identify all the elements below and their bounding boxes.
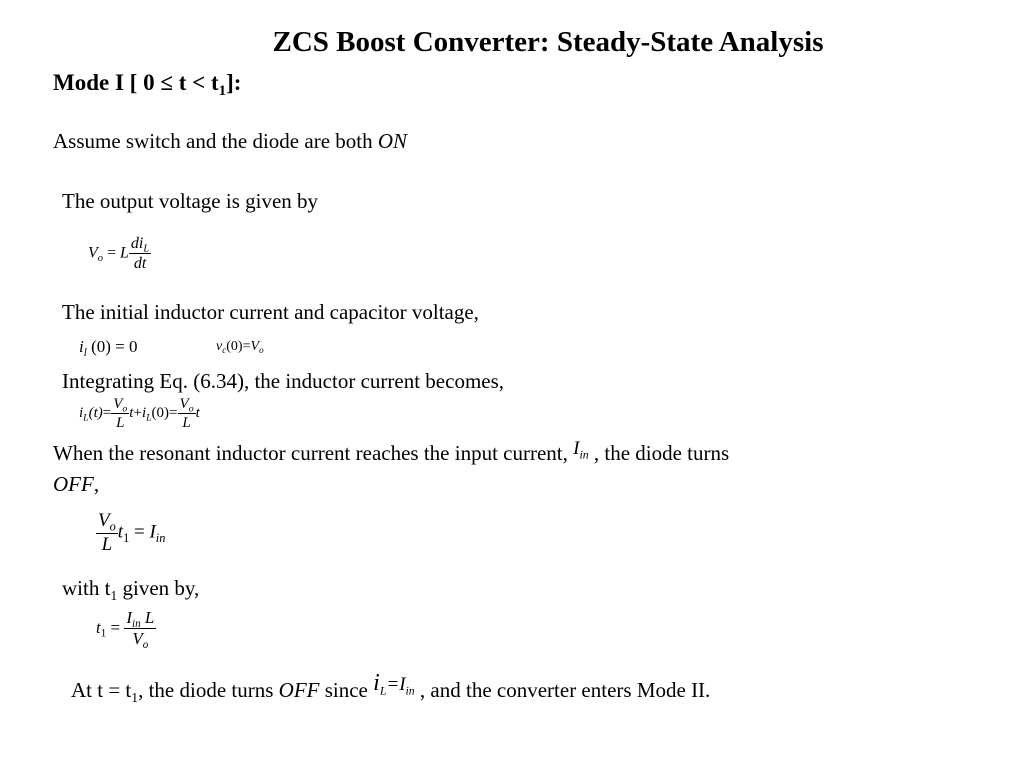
eq5-numerator — [124, 608, 156, 629]
final-sym-i: i — [373, 670, 380, 696]
final-off: OFF — [278, 678, 320, 702]
eq1-equals: = — [106, 244, 117, 262]
eq2b-equals: = — [242, 339, 251, 354]
eq2a-value: 0 — [128, 337, 138, 356]
eq3-mid-arg: (0) — [151, 404, 170, 421]
eq2a-equals: = — [115, 337, 125, 356]
eq3-equals-1: = — [102, 404, 112, 421]
assumption-body: Assume switch and the diode are both — [53, 129, 378, 153]
final-sym-i-sub: L — [379, 684, 387, 698]
resonant-off: OFF — [53, 472, 94, 496]
resonant-symbol — [573, 438, 589, 462]
with-text-sub: 1 — [110, 587, 118, 603]
eq1-lhs: V — [88, 244, 98, 262]
final-text — [71, 670, 711, 705]
eq3-fraction-1 — [111, 395, 129, 432]
eq3-lhs: i — [79, 404, 84, 421]
eq2a-var: i — [79, 337, 84, 356]
eq3-num1-sub: o — [122, 403, 128, 415]
eq2b-rhs-sub: o — [259, 345, 264, 356]
eq3-den1: L — [116, 415, 125, 431]
with-t1-text — [62, 576, 199, 601]
eq3-t1: t — [129, 404, 134, 421]
eq3-lhs-arg: (t) — [88, 404, 103, 421]
eq3-equals-2: = — [169, 404, 178, 421]
eq4-t: t — [117, 521, 124, 543]
eq5-lhs-sub: 1 — [100, 627, 107, 640]
mode-heading — [53, 70, 242, 100]
eq3-num1: V — [113, 396, 123, 412]
resonant-text-line2 — [53, 472, 99, 497]
assumption-text — [53, 129, 407, 154]
final-sym-I-sub: in — [405, 684, 415, 698]
eq1-num: di — [130, 235, 144, 252]
final-p2: , the diode turns — [138, 678, 279, 702]
eq4-t-sub: 1 — [123, 530, 130, 545]
eq5-denominator — [124, 629, 156, 652]
eq3-t2: t — [195, 404, 200, 421]
eq3-fraction-2 — [178, 395, 196, 432]
page-title: ZCS Boost Converter: Steady-State Analysis — [272, 26, 824, 58]
final-p4: , and the converter enters Mode II. — [419, 678, 711, 702]
eq4-equals: = — [133, 521, 145, 543]
eq5-num-b: L — [144, 608, 155, 627]
resonant-symbol-sub: in — [579, 448, 589, 462]
eq1-numerator — [129, 234, 151, 254]
eq2a-arg: (0) — [91, 337, 111, 356]
with-text-before: with t — [62, 576, 111, 600]
final-p1: At t = t — [71, 678, 132, 702]
mode-heading-prefix: Mode I [ 0 ≤ t < t — [53, 70, 219, 95]
equation-initial-voltage — [216, 339, 264, 355]
equation-t1-value — [96, 608, 156, 650]
eq5-lhs: t — [96, 617, 101, 637]
eq1-lhs-sub: o — [97, 252, 103, 264]
integrating-text: Integrating Eq. (6.34), the inductor current becomes, — [62, 369, 505, 393]
output-voltage-text: The output voltage is given by — [62, 189, 319, 213]
eq5-den-sub: o — [142, 639, 149, 652]
equation-output-voltage — [88, 234, 151, 273]
final-sym-eq: = — [386, 674, 400, 695]
equation-initial-current — [79, 337, 137, 357]
eq4-fraction — [96, 510, 118, 557]
resonant-symbol-main: I — [573, 438, 580, 459]
mode-heading-suffix: ]: — [226, 70, 242, 95]
eq2a-sub: l — [83, 346, 87, 359]
eq3-num2-sub: o — [188, 403, 194, 415]
final-condition-symbol — [373, 670, 415, 698]
eq1-fraction — [129, 234, 151, 273]
eq1-coef: L — [120, 244, 129, 262]
eq2b-rhs: V — [250, 339, 260, 354]
eq5-num-a-sub: in — [132, 617, 141, 630]
eq5-equals: = — [110, 617, 121, 637]
resonant-comma: , — [93, 472, 100, 496]
mode-heading-sub: 1 — [218, 83, 227, 100]
eq3-numerator-2 — [178, 395, 196, 414]
eq2b-sub: c — [222, 345, 227, 356]
equation-t1-condition — [96, 510, 165, 557]
initial-conditions-text: The initial inductor current and capacitor voltage, — [62, 300, 479, 324]
final-sym-I: I — [399, 674, 406, 695]
eq4-num-sub: o — [109, 519, 116, 534]
final-p1-sub: 1 — [131, 689, 139, 705]
assumption-emph: ON — [377, 129, 408, 153]
eq5-fraction — [124, 608, 156, 650]
eq4-den: L — [101, 533, 113, 555]
eq3-lhs-sub: L — [83, 412, 89, 424]
resonant-text-before: When the resonant inductor current reaches the input current, — [53, 441, 568, 465]
eq5-den: V — [132, 629, 143, 649]
with-text-after: given by, — [117, 576, 200, 600]
eq1-num-sub: L — [143, 243, 150, 255]
eq1-denominator: dt — [133, 255, 147, 273]
eq2b-arg: (0) — [226, 339, 243, 354]
eq3-plus: + — [133, 404, 142, 421]
eq4-rhs: I — [149, 521, 156, 543]
eq3-numerator-1 — [111, 395, 129, 414]
final-p3: since — [319, 678, 368, 702]
eq3-den2: L — [182, 415, 191, 431]
eq3-num2: V — [179, 396, 189, 412]
eq5-num-a: I — [126, 608, 133, 627]
eq3-mid: i — [141, 404, 147, 421]
resonant-text-line1 — [53, 438, 730, 466]
eq4-rhs-sub: in — [155, 530, 166, 545]
eq4-numerator — [96, 510, 118, 534]
equation-inductor-current — [79, 395, 200, 432]
resonant-text-after: , the diode turns — [593, 441, 730, 465]
eq3-mid-sub: L — [146, 412, 152, 424]
eq4-num: V — [98, 510, 110, 531]
eq2b-var: v — [216, 339, 223, 354]
